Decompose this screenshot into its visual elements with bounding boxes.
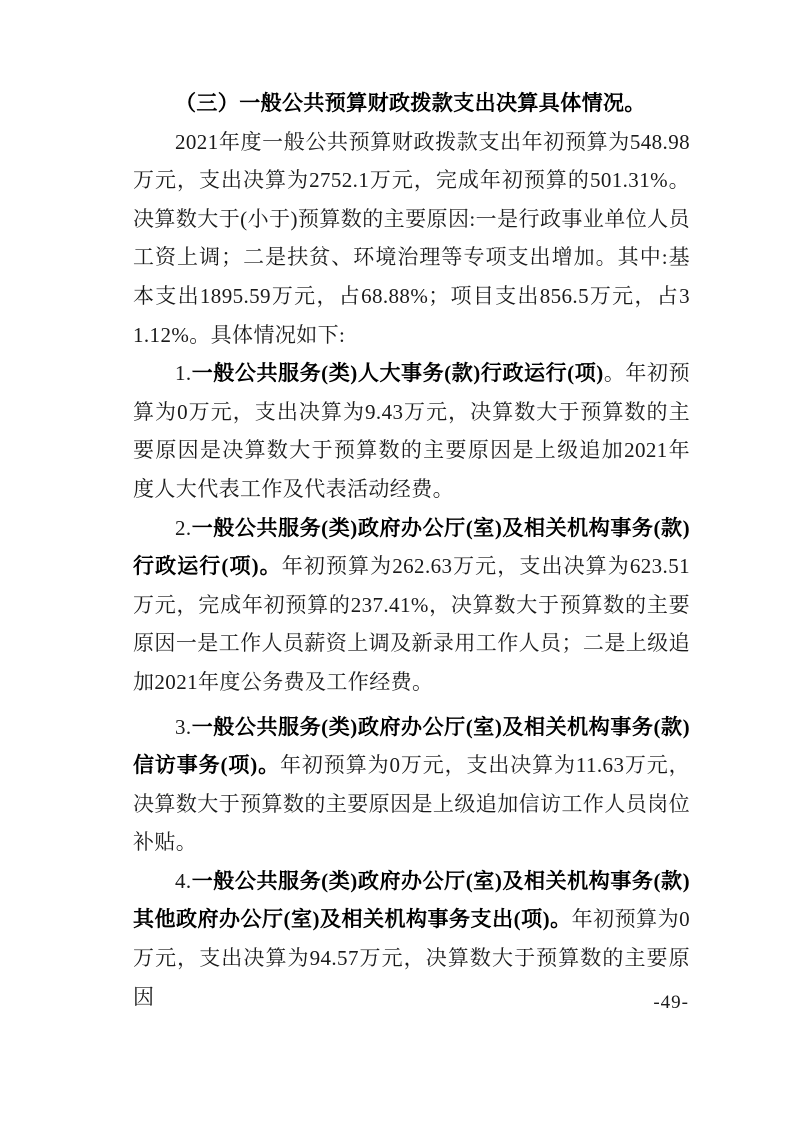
text-segment: 年初预算为0万元，支出决算为94.57万元，决算数大于预算数的主要原因 — [133, 907, 690, 1009]
text-segment: 3. — [175, 714, 192, 739]
page-number: -49- — [653, 992, 689, 1013]
text-segment: 年初预算为0万元，支出决算为11.63万元，决算数大于预算数的主要原因是上级追加信访工作人员岗位补贴。 — [133, 753, 690, 855]
text-segment: 2. — [175, 515, 192, 540]
item-2-paragraph — [133, 509, 690, 702]
text-segment: 。年初预算为0万元，支出决算为9.43万元，决算数大于预算数的主要原因是决算数大于预算数的主要原因是上级追加2021年度人大代表工作及代表活动经费。 — [133, 361, 690, 501]
section-heading — [133, 84, 690, 123]
text-segment: 2021年度一般公共预算财政拨款支出年初预算为548.98万元，支出决算为2752.1万元，完成年初预算的501.31%。决算数大于(小于)预算数的主要原因:一是行政事业单位人员工资上调；二是扶贫、环境治理等专项支出增加。其中:基本支出1895.59万元，占68.88%；项目支出856.5万元，占31.12%。具体情况如下: — [133, 129, 690, 347]
item-3-paragraph — [133, 708, 690, 862]
bold-text-segment: 一般公共服务(类)政府办公厅(室)及相关机构事务(款)行政运行(项)。 — [133, 515, 690, 579]
item-1-paragraph — [133, 354, 690, 508]
bold-text-segment: （三）一般公共预算财政拨款支出决算具体情况。 — [175, 91, 646, 115]
text-segment: 年初预算为262.63万元，支出决算为623.51万元，完成年初预算的237.41%，决算数大于预算数的主要原因一是工作人员薪资上调及新录用工作人员；二是上级追加2021年度公务费及工作经费。 — [133, 554, 691, 694]
intro-paragraph — [133, 123, 690, 355]
bold-text-segment: 一般公共服务(类)政府办公厅(室)及相关机构事务(款)其他政府办公厅(室)及相关机构事务支出(项)。 — [133, 868, 690, 932]
text-segment: 1. — [175, 361, 192, 386]
text-segment: 4. — [175, 868, 192, 893]
bold-text-segment: 一般公共服务(类)人大事务(款)行政运行(项) — [191, 361, 604, 386]
bold-text-segment: 一般公共服务(类)政府办公厅(室)及相关机构事务(款)信访事务(项)。 — [133, 714, 690, 778]
document-content — [133, 84, 690, 1016]
item-4-paragraph — [133, 862, 690, 1016]
